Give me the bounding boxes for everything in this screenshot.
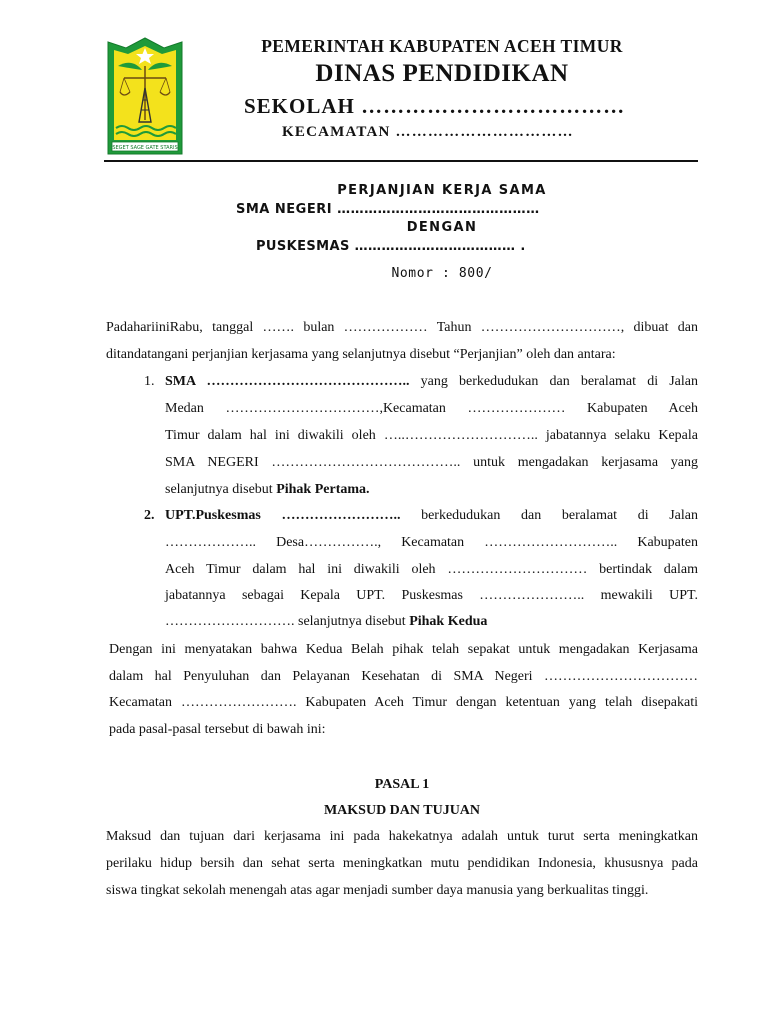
pasal-1-line-1: Maksud dan tujuan dari kerjasama ini pada hakekatnya adalah untuk turut serta meningkatkan (106, 829, 698, 844)
item-1-sma-label: SMA …………………………………….. (165, 374, 410, 389)
pasal-1-line-3: siswa tingkat sekolah menengah atas agar menjadi sumber daya manusia yang berkualitas tinggi. (106, 883, 649, 898)
item-1-line-2: Medan ……………………………,Kecamatan ………………… Kabupaten Aceh (165, 401, 698, 416)
logo-motto-text: SEGET SAGE GATE STARIS (112, 145, 178, 151)
letterhead-school: SEKOLAH ……………………………… (244, 94, 626, 118)
item-2-line-5-text: ………………………. selanjutnya disebut (165, 614, 410, 629)
item-2-line-4: jabatannya sebagai Kepala UPT. Puskesmas ………………….. mewakili UPT. (165, 588, 698, 603)
pihak-pertama-label: Pihak Pertama. (276, 482, 370, 497)
agreement-with: DENGAN (406, 220, 478, 235)
item-1-line-1 (165, 373, 698, 391)
item-1-line-5 (165, 481, 370, 499)
agreement-line-2: dalam hal Penyuluhan dan Pelayanan Kesehatan di SMA Negeri …………………………… (109, 669, 698, 684)
agreement-line-1: Dengan ini menyatakan bahwa Kedua Belah pihak telah sepakat untuk mengadakan Kerjasama (109, 642, 698, 657)
item-1-number: 1. (144, 374, 155, 389)
item-1-line-4: SMA NEGERI ………………………………….. untuk mengadakan kerjasama yang (165, 455, 698, 470)
item-2-line-2: ……………….. Desa……………., Kecamatan ……………………….. Kabupaten (165, 535, 698, 550)
item-1-line-5-text: selanjutnya disebut (165, 482, 277, 497)
pasal-1-line-2: perilaku hidup bersih dan sehat serta meningkatkan mutu pendidikan Indonesia, khususnya pada (106, 856, 698, 871)
agreement-party-school: SMA NEGERI ……………………………………… (236, 202, 540, 217)
item-2-line-1-rest: berkedudukan dan beralamat di Jalan (400, 508, 699, 523)
letterhead-department: DINAS PENDIDIKAN (315, 60, 569, 87)
item-2-puskesmas-label: UPT.Puskesmas …………………….. (165, 508, 401, 523)
pasal-1-heading: PASAL 1 (374, 777, 430, 792)
intro-line-2: ditandatangani perjanjian kerjasama yang selanjutnya disebut “Perjanjian” oleh dan antara: (106, 347, 616, 362)
item-1-line-1-rest: yang berkedudukan dan beralamat di Jalan (409, 374, 698, 389)
document-number: Nomor : 800/ (391, 266, 493, 281)
intro-line-1: PadahariiniRabu, tanggal ……. bulan ……………… Tahun …………………………, dibuat dan (106, 320, 698, 335)
agreement-title: PERJANJIAN KERJA SAMA (337, 183, 547, 198)
item-1-line-3: Timur dalam hal ini diwakili oleh …..……………………….. jabatannya selaku Kepala (165, 428, 698, 443)
aceh-timur-emblem-logo (106, 36, 184, 156)
agreement-line-4: pada pasal-pasal tersebut di bawah ini: (109, 722, 326, 737)
item-2-line-5 (165, 613, 487, 631)
item-2-line-1 (165, 507, 698, 525)
item-2-number: 2. (144, 508, 155, 523)
pasal-1-subheading: MAKSUD DAN TUJUAN (323, 803, 481, 818)
pihak-kedua-label: Pihak Kedua (409, 614, 488, 629)
item-2-line-3: Aceh Timur dalam hal ini diwakili oleh ………………………… bertindak dalam (165, 562, 698, 577)
letterhead-government: PEMERINTAH KABUPATEN ACEH TIMUR (261, 36, 623, 56)
letterhead-divider (104, 160, 698, 162)
agreement-party-puskesmas: PUSKESMAS ……………………………… . (256, 239, 526, 254)
letterhead-district: KECAMATAN …………………………… (282, 124, 574, 140)
agreement-line-3: Kecamatan ……………………. Kabupaten Aceh Timur dengan ketentuan yang telah disepakati (109, 695, 698, 710)
